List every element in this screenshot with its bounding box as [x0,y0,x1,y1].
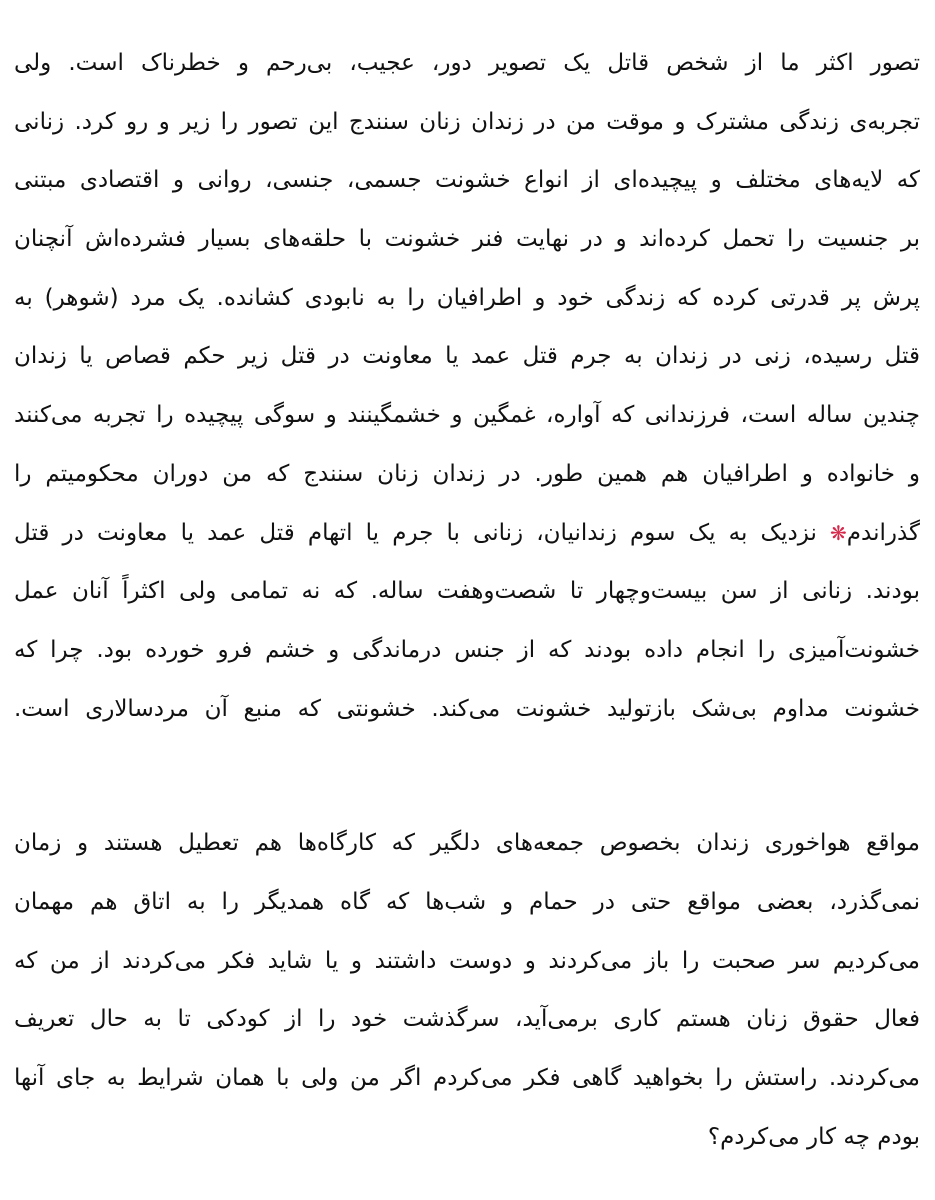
text-line: که لایه‌های مختلف و پیچیده‌ای از انواع خشونت جسمی، جنسی، روانی و اقتصادی مبتنی [14,167,920,194]
text-line: تصور اکثر ما از شخص قاتل یک تصویر دور، عجیب، بی‌رحم و خطرناک است. ولی [14,50,920,76]
text-line: می‌کردند. راستش را بخواهید گاهی فکر می‌کردم اگر من ولی با همان شرایط به جای آنها [14,1065,920,1091]
text-line: پرش پر قدرتی کرده که زندگی خود و اطرافیان را به نابودی کشانده. یک مرد (شوهر) به [14,284,920,311]
text-line: خشونت‌آمیزی را انجام داده بودند که از جنس درماندگی و خشم فرو خورده بود. چرا که [14,636,920,663]
text-line: مواقع هواخوری زندان بخصوص جمعه‌های دلگیر که کارگاه‌ها هم تعطیل هستند و زمان [14,830,920,857]
paragraph-2 [14,814,920,1166]
paragraph-gap [14,738,920,814]
text-line: می‌کردیم سر صحبت را باز می‌کردند و دوست داشتند و یا شاید فکر می‌کردند از من که [14,947,920,974]
text-segment: نزدیک به یک سوم زندانیان، زنانی با جرم یا اتهام قتل عمد یا معاونت در قتل [14,519,830,546]
paragraph-1 [14,34,920,738]
text-line: فعال حقوق زنان هستم کاری برمی‌آید، سرگذشت خود را از کودکی تا به حال تعریف [14,1006,920,1033]
text-line: بودم چه کار می‌کردم؟ [707,1123,920,1150]
footnote-marker: ❋ [830,520,847,545]
text-line: قتل رسیده، زنی در زندان به جرم قتل عمد یا معاونت در قتل زیر حکم قصاص یا زندان [14,343,920,370]
text-line: نمی‌گذرد، بعضی مواقع حتی در حمام و شب‌ها که گاه همدیگر را به اتاق هم مهمان [14,888,920,915]
document-page [14,34,920,1166]
text-line: چندین ساله است، فرزندانی که آواره، غمگین و خشمگینند و سوگی پیچیده را تجربه می‌کنند [14,402,920,429]
text-line: تجربه‌ی زندگی مشترک و موقت من در زندان زنان سنندج این تصور را زیر و رو کرد. زنانی [14,108,920,135]
text-line: بودند. زنانی از سن بیست‌وچهار تا شصت‌وهفت ساله. که نه تمامی ولی اکثراً آنان عمل [14,578,920,605]
text-line: خشونت مداوم بی‌شک بازتولید خشونت می‌کند. خشونتی که منبع آن مردسالاری است. [14,695,920,722]
text-line: و خانواده و اطرافیان هم همین طور. در زندان زنان سنندج که من دوران محکومیتم را [14,460,920,487]
text-line-with-footnote [14,504,920,563]
text-line: بر جنسیت را تحمل کرده‌اند و در نهایت فنر خشونت با حلقه‌های بسیار فشرده‌اش آنچنان [14,226,920,253]
text-segment: گذراندم [846,519,920,546]
